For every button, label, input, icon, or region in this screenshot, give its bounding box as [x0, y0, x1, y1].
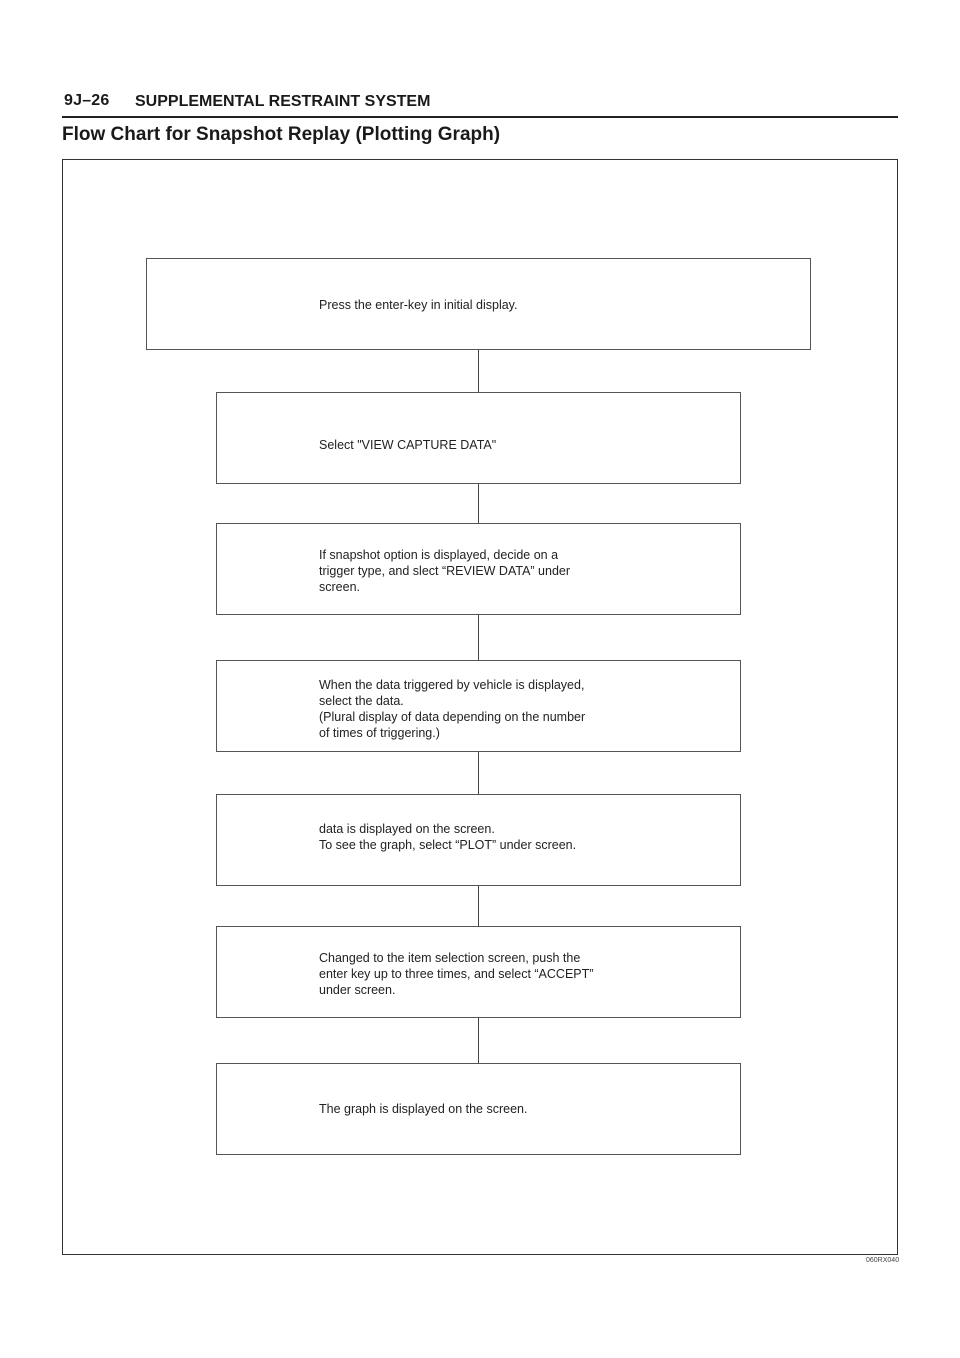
flow-step-7 [216, 1063, 741, 1155]
flow-connector-4 [478, 752, 479, 794]
flow-step-6-text: Changed to the item selection screen, push the enter key up to three times, and select “ACCEPT” under screen. [319, 951, 594, 997]
flow-connector-6 [478, 1018, 479, 1063]
flow-step-5 [216, 794, 741, 886]
flow-connector-2 [478, 484, 479, 523]
flow-connector-1 [478, 350, 479, 392]
flow-step-5-text: data is displayed on the screen. To see the graph, select “PLOT” under screen. [319, 822, 577, 852]
flow-connector-5 [478, 886, 479, 926]
flow-connector-3 [478, 615, 479, 660]
flow-step-3 [216, 523, 741, 615]
flow-chart-title: Flow Chart for Snapshot Replay (Plotting Graph) [62, 124, 501, 145]
flow-step-1 [146, 258, 811, 350]
flow-step-6 [216, 926, 741, 1018]
section-title: SUPPLEMENTAL RESTRAINT SYSTEM [135, 93, 431, 110]
header-rule [62, 116, 898, 118]
flow-step-1-text: Press the enter-key in initial display. [319, 298, 518, 312]
flow-step-3-text: If snapshot option is displayed, decide on a trigger type, and slect “REVIEW DATA” under screen. [319, 548, 571, 594]
flow-step-7-text: The graph is displayed on the screen. [319, 1102, 528, 1116]
flow-step-4 [216, 660, 741, 752]
page-number: 9J–26 [64, 92, 110, 109]
flow-step-2-text: Select "VIEW CAPTURE DATA" [319, 438, 497, 452]
flow-step-4-text: When the data triggered by vehicle is displayed, select the data. (Plural display of data depending on the number of times of triggering.) [319, 678, 586, 740]
figure-code: 060RX040 [866, 1257, 900, 1264]
flow-step-2 [216, 392, 741, 484]
